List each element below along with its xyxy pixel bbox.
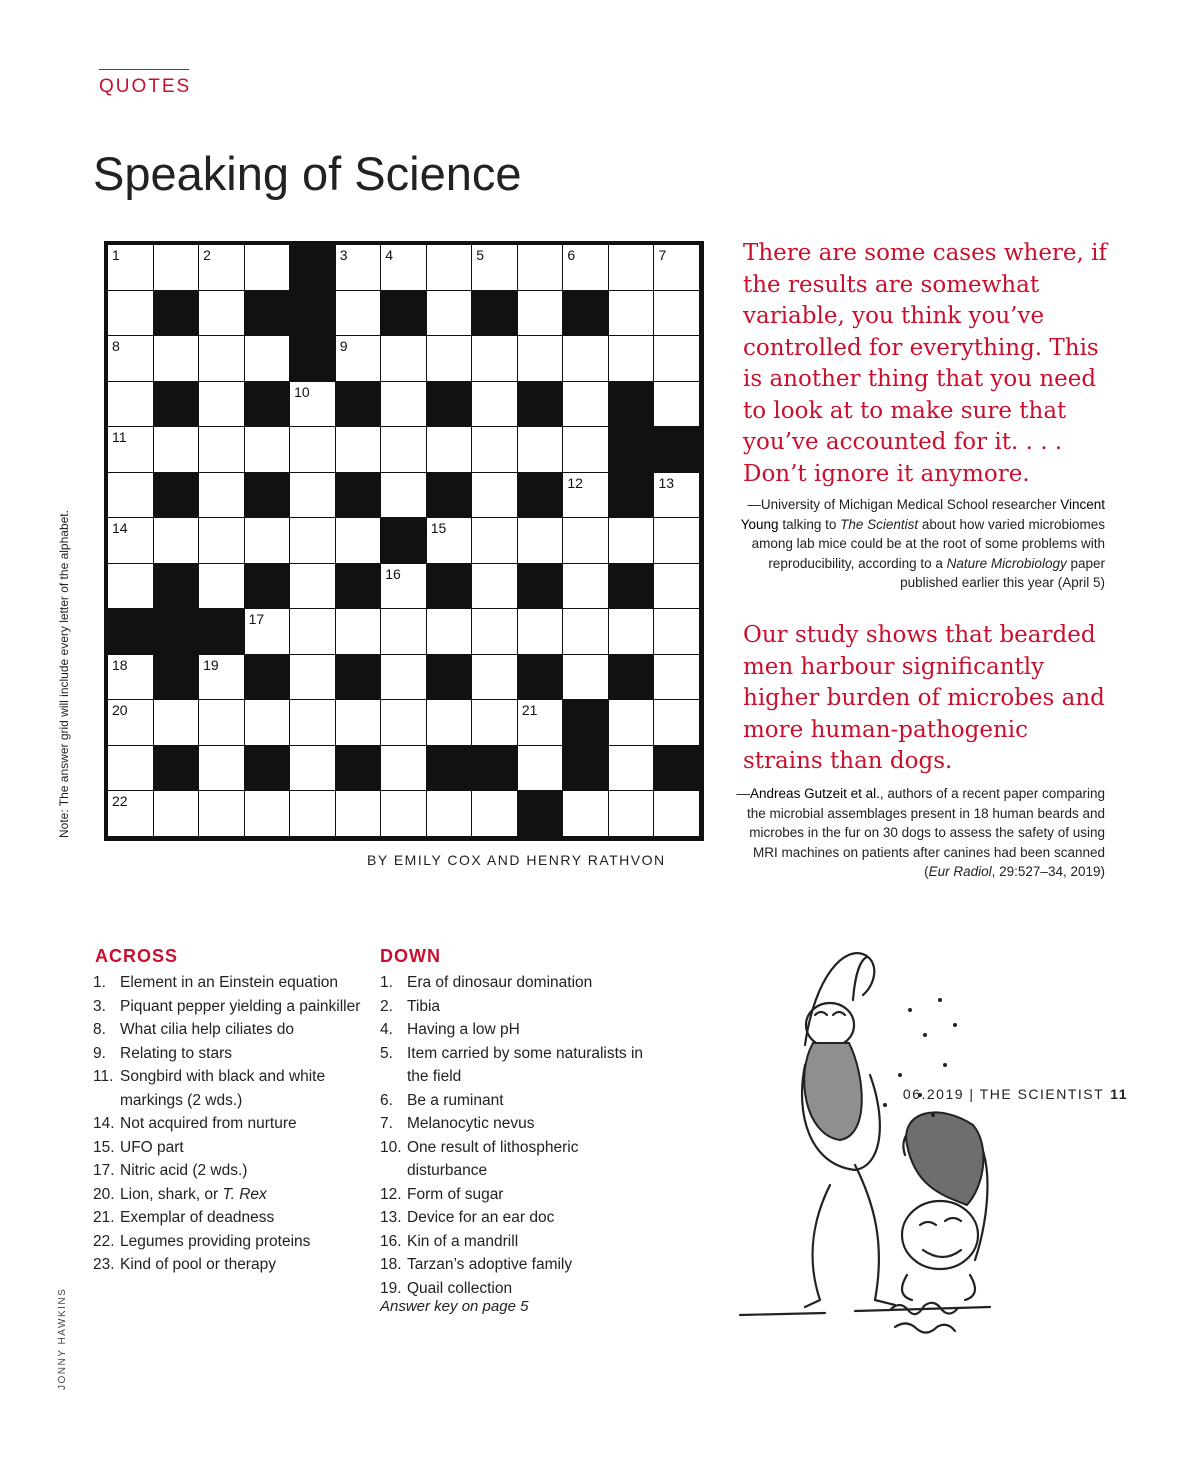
grid-block <box>609 427 655 473</box>
grid-cell[interactable] <box>472 564 518 610</box>
grid-cell[interactable] <box>154 427 200 473</box>
down-heading: DOWN <box>380 946 441 966</box>
grid-block <box>427 655 473 701</box>
grid-block <box>472 746 518 792</box>
grid-cell[interactable] <box>381 382 427 428</box>
journal-name: Nature Microbiology <box>946 555 1067 571</box>
clue-number: 10 <box>294 383 310 400</box>
clue-number: 17 <box>248 611 265 628</box>
clue-text: Nitric acid (2 wds.) <box>120 1162 248 1179</box>
clue-number: 23. <box>93 1256 115 1273</box>
grid-cell[interactable] <box>108 245 154 291</box>
grid-block <box>609 382 655 428</box>
clue-number: 5 <box>476 247 485 263</box>
grid-block <box>518 382 564 428</box>
grid-cell[interactable] <box>154 336 200 382</box>
clue-number: 23 <box>521 793 538 810</box>
section-label: QUOTES <box>99 76 192 97</box>
down-clues <box>380 971 650 1300</box>
pull-quote-1: There are some cases where, if the results are somewhat variable, you think you’ve controlled for everything. This is another thing that you need to look at to make sure that you’ve accounted for it. . . . Don’t ignore it anymore. <box>743 240 1108 487</box>
grid-block <box>427 473 473 519</box>
grid-cell[interactable] <box>381 473 427 519</box>
grid-cell[interactable] <box>245 336 291 382</box>
grid-cell[interactable] <box>108 518 154 564</box>
clue-text: Item carried by some naturalists in the field <box>407 1044 644 1085</box>
down-clue <box>380 1277 650 1301</box>
down-clue <box>380 1206 650 1230</box>
clue-number: 1 <box>112 247 120 263</box>
grid-block <box>518 655 564 701</box>
grid-block <box>609 564 655 610</box>
grid-block <box>290 245 336 291</box>
grid-cell[interactable] <box>381 655 427 701</box>
clue-number: 14 <box>112 520 128 537</box>
grid-cell[interactable] <box>290 473 336 519</box>
clue-number: 8. <box>93 1021 106 1038</box>
grid-cell[interactable] <box>290 382 336 428</box>
down-clue <box>380 1136 650 1183</box>
grid-cell[interactable] <box>381 791 427 837</box>
grid-block <box>427 746 473 792</box>
grid-cell[interactable] <box>108 746 154 792</box>
clue-text: Kind of pool or therapy <box>120 1256 276 1273</box>
grid-cell[interactable] <box>654 245 700 291</box>
across-clue <box>93 995 363 1019</box>
grid-cell[interactable] <box>290 609 336 655</box>
grid-cell[interactable] <box>609 291 655 337</box>
clue-number: 2. <box>380 997 393 1015</box>
grid-cell[interactable] <box>563 382 609 428</box>
grid-cell[interactable] <box>199 427 245 473</box>
grid-cell[interactable] <box>381 609 427 655</box>
grid-cell[interactable] <box>336 609 382 655</box>
grid-block <box>654 746 700 792</box>
grid-cell[interactable] <box>518 700 564 746</box>
grid-block <box>154 609 200 655</box>
grid-block <box>472 291 518 337</box>
grid-cell[interactable] <box>336 336 382 382</box>
grid-note: Note: The answer grid will include every letter of the alphabet. <box>57 510 71 838</box>
grid-cell[interactable] <box>518 427 564 473</box>
clue-number: 7 <box>658 247 667 263</box>
grid-cell[interactable] <box>381 746 427 792</box>
grid-cell[interactable] <box>518 609 564 655</box>
grid-cell[interactable] <box>472 791 518 837</box>
byline: BY EMILY COX AND HENRY RATHVON <box>367 852 666 868</box>
clue-text: Quail collection <box>407 1279 513 1297</box>
grid-cell[interactable] <box>290 746 336 792</box>
clue-number: 21 <box>521 702 538 719</box>
grid-cell[interactable] <box>472 245 518 291</box>
crossword-grid[interactable] <box>104 241 704 841</box>
grid-cell[interactable] <box>290 791 336 837</box>
clue-number: 22 <box>112 793 128 810</box>
grid-cell[interactable] <box>518 336 564 382</box>
grid-cell[interactable] <box>199 382 245 428</box>
grid-block <box>427 564 473 610</box>
clue-text: UFO part <box>120 1138 184 1156</box>
grid-cell[interactable] <box>245 700 291 746</box>
grid-cell[interactable] <box>154 245 200 291</box>
grid-cell[interactable] <box>199 655 245 701</box>
grid-cell[interactable] <box>108 473 154 519</box>
grid-block <box>245 746 291 792</box>
grid-cell[interactable] <box>518 746 564 792</box>
grid-cell[interactable] <box>654 336 700 382</box>
clue-text: Lion, shark, or <box>120 1185 223 1203</box>
grid-block <box>336 382 382 428</box>
grid-cell[interactable] <box>472 518 518 564</box>
grid-block <box>154 473 200 519</box>
across-clue <box>93 1065 363 1112</box>
grid-cell[interactable] <box>108 700 154 746</box>
grid-cell[interactable] <box>336 427 382 473</box>
across-clue <box>93 1159 363 1183</box>
clue-number: 16. <box>380 1232 402 1250</box>
clue-text: Relating to stars <box>120 1044 232 1062</box>
clue-number: 22. <box>93 1232 115 1250</box>
grid-cell[interactable] <box>108 564 154 610</box>
grid-cell[interactable] <box>427 245 473 291</box>
grid-cell[interactable] <box>199 245 245 291</box>
grid-cell[interactable] <box>427 609 473 655</box>
clue-number: 20 <box>112 702 128 719</box>
clue-number: 19. <box>380 1279 402 1297</box>
clue-number: 5. <box>380 1044 393 1062</box>
grid-cell[interactable] <box>654 791 700 837</box>
grid-cell[interactable] <box>245 609 291 655</box>
grid-cell[interactable] <box>563 518 609 564</box>
grid-cell[interactable] <box>108 427 154 473</box>
clue-number: 6. <box>380 1091 393 1109</box>
clue-text: Tarzan’s adoptive family <box>407 1256 573 1273</box>
grid-block <box>199 609 245 655</box>
grid-cell[interactable] <box>609 700 655 746</box>
clue-number: 12 <box>567 474 583 491</box>
publication-name: The Scientist <box>840 516 919 532</box>
clue-number: 12. <box>380 1185 402 1203</box>
grid-block <box>563 700 609 746</box>
clue-italic: T. Rex <box>222 1185 267 1203</box>
clue-number: 18 <box>112 656 128 673</box>
grid-cell[interactable] <box>199 336 245 382</box>
grid-block <box>108 609 154 655</box>
clue-text: Kin of a mandrill <box>407 1232 519 1250</box>
grid-cell[interactable] <box>427 336 473 382</box>
grid-block <box>154 382 200 428</box>
clue-text: What cilia help ciliates do <box>120 1021 295 1038</box>
clue-number: 21. <box>93 1209 115 1226</box>
clue-text: Melanocytic nevus <box>407 1115 535 1132</box>
across-clue <box>93 1206 363 1230</box>
grid-cell[interactable] <box>563 245 609 291</box>
grid-cell[interactable] <box>108 336 154 382</box>
clue-number: 15 <box>430 520 447 537</box>
grid-block <box>290 336 336 382</box>
grid-cell[interactable] <box>336 518 382 564</box>
across-clue <box>93 1112 363 1136</box>
grid-block <box>290 291 336 337</box>
clue-text: Legumes providing proteins <box>120 1232 311 1250</box>
grid-block <box>427 382 473 428</box>
grid-block <box>245 291 291 337</box>
grid-block <box>609 473 655 519</box>
clue-number: 14. <box>93 1115 115 1132</box>
clue-number: 2 <box>203 247 211 263</box>
grid-block <box>245 382 291 428</box>
grid-cell[interactable] <box>427 791 473 837</box>
answer-key-note: Answer key on page 5 <box>380 1298 529 1315</box>
clue-number: 4 <box>385 247 394 263</box>
clue-number: 3. <box>93 997 106 1015</box>
grid-cell[interactable] <box>199 791 245 837</box>
grid-block <box>154 564 200 610</box>
grid-cell[interactable] <box>654 609 700 655</box>
clue-text: Element in an Einstein equation <box>120 974 339 991</box>
grid-cell[interactable] <box>518 245 564 291</box>
grid-cell[interactable] <box>336 791 382 837</box>
page-footer <box>903 1086 1128 1102</box>
quote-1-author: Vincent Young <box>740 497 1105 532</box>
clue-number: 17. <box>93 1162 115 1179</box>
grid-cell[interactable] <box>245 518 291 564</box>
clue-text: Exemplar of deadness <box>120 1209 275 1226</box>
grid-cell[interactable] <box>427 518 473 564</box>
pull-quote-2: Our study shows that bearded men harbour significantly higher burden of microbes and more human-pathogenic strains than dogs. <box>743 622 1105 774</box>
grid-cell[interactable] <box>654 564 700 610</box>
grid-cell[interactable] <box>609 609 655 655</box>
clue-number: 4. <box>380 1021 393 1038</box>
clue-number: 9 <box>339 338 348 355</box>
down-clue <box>380 1183 650 1207</box>
clue-text: Not acquired from nurture <box>120 1115 297 1132</box>
grid-cell[interactable] <box>290 518 336 564</box>
clue-number: 3 <box>339 247 348 263</box>
clue-number: 13 <box>658 474 675 491</box>
grid-block <box>336 564 382 610</box>
grid-cell[interactable] <box>654 473 700 519</box>
grid-cell[interactable] <box>654 382 700 428</box>
grid-cell[interactable] <box>108 791 154 837</box>
clue-text: Tibia <box>407 997 441 1015</box>
clue-text: Form of sugar <box>407 1185 504 1203</box>
section-rule <box>99 69 189 70</box>
grid-block <box>336 655 382 701</box>
clue-number: 16 <box>385 565 401 582</box>
grid-cell[interactable] <box>427 700 473 746</box>
grid-cell[interactable] <box>609 336 655 382</box>
grid-block <box>336 473 382 519</box>
clue-number: 9. <box>93 1044 106 1062</box>
clue-number: 20. <box>93 1185 115 1203</box>
grid-cell[interactable] <box>245 427 291 473</box>
grid-block <box>245 473 291 519</box>
grid-cell[interactable] <box>609 245 655 291</box>
grid-cell[interactable] <box>563 336 609 382</box>
grid-cell[interactable] <box>199 700 245 746</box>
grid-cell[interactable] <box>199 746 245 792</box>
across-clue <box>93 1042 363 1066</box>
grid-block <box>381 518 427 564</box>
issue-label: 06.2019 | THE SCIENTIST <box>902 1086 1105 1102</box>
across-clue <box>93 971 363 995</box>
grid-cell[interactable] <box>427 291 473 337</box>
clue-text: One result of lithospheric disturbance <box>407 1138 579 1179</box>
grid-block <box>518 564 564 610</box>
grid-cell[interactable] <box>609 791 655 837</box>
grid-cell[interactable] <box>381 700 427 746</box>
clue-number: 19 <box>203 656 219 673</box>
grid-cell[interactable] <box>245 245 291 291</box>
grid-cell[interactable] <box>472 427 518 473</box>
grid-cell[interactable] <box>381 336 427 382</box>
grid-cell[interactable] <box>563 427 609 473</box>
grid-block <box>381 291 427 337</box>
grid-cell[interactable] <box>472 382 518 428</box>
grid-cell[interactable] <box>336 291 382 337</box>
clue-text: Piquant pepper yielding a painkiller <box>120 997 361 1015</box>
grid-cell[interactable] <box>199 518 245 564</box>
grid-cell[interactable] <box>472 700 518 746</box>
grid-cell[interactable] <box>563 609 609 655</box>
grid-cell[interactable] <box>199 473 245 519</box>
grid-block <box>609 655 655 701</box>
across-clue <box>93 1018 363 1042</box>
down-clue <box>380 1089 650 1113</box>
grid-cell[interactable] <box>245 791 291 837</box>
down-clue <box>380 1018 650 1042</box>
grid-cell[interactable] <box>199 291 245 337</box>
grid-cell[interactable] <box>563 564 609 610</box>
clue-number: 15. <box>93 1138 115 1156</box>
grid-cell[interactable] <box>108 382 154 428</box>
grid-cell[interactable] <box>290 655 336 701</box>
grid-block <box>654 427 700 473</box>
grid-block <box>563 291 609 337</box>
grid-cell[interactable] <box>108 655 154 701</box>
grid-cell[interactable] <box>654 655 700 701</box>
grid-cell[interactable] <box>563 655 609 701</box>
grid-cell[interactable] <box>654 518 700 564</box>
clue-number: 1. <box>380 974 393 991</box>
across-clue <box>93 1183 363 1207</box>
grid-block <box>518 473 564 519</box>
grid-block <box>154 746 200 792</box>
grid-cell[interactable] <box>609 518 655 564</box>
clue-number: 11. <box>93 1068 114 1085</box>
grid-cell[interactable] <box>290 564 336 610</box>
grid-cell[interactable] <box>154 518 200 564</box>
grid-block <box>154 655 200 701</box>
clue-text: Be a ruminant <box>407 1091 504 1109</box>
across-clue <box>93 1136 363 1160</box>
grid-cell[interactable] <box>381 245 427 291</box>
grid-cell[interactable] <box>472 336 518 382</box>
clue-number: 1. <box>93 974 106 991</box>
clue-number: 6 <box>567 247 576 263</box>
grid-block <box>154 291 200 337</box>
grid-cell[interactable] <box>472 473 518 519</box>
down-clue <box>380 995 650 1019</box>
clue-number: 11 <box>112 429 127 446</box>
grid-cell[interactable] <box>518 291 564 337</box>
cartoon-bearded-man-and-dog <box>735 915 995 1375</box>
grid-cell[interactable] <box>336 700 382 746</box>
quote-1-attribution: —University of Michigan Medical School researcher Vincent Young talking to The Scientist about how varied microbiomes among lab mice could be at the root of some problems with reproducibility, according to a Nature Microbiology paper published earlier this year (April 5) <box>740 497 1105 591</box>
down-clue <box>380 971 650 995</box>
grid-block <box>518 791 564 837</box>
grid-block <box>336 746 382 792</box>
grid-cell[interactable] <box>654 291 700 337</box>
clue-number: 18. <box>380 1256 402 1273</box>
clue-text: Songbird with black and white markings (2 wds.) <box>120 1068 326 1109</box>
clue-number: 10. <box>380 1138 402 1156</box>
down-clue <box>380 1253 650 1277</box>
grid-cell[interactable] <box>518 518 564 564</box>
grid-cell[interactable] <box>472 609 518 655</box>
clue-text: Era of dinosaur domination <box>407 974 593 991</box>
grid-cell[interactable] <box>654 700 700 746</box>
grid-cell[interactable] <box>381 564 427 610</box>
page-number: 11 <box>1110 1086 1128 1102</box>
grid-cell[interactable] <box>154 791 200 837</box>
across-clue <box>93 1230 363 1254</box>
clue-text: Device for an ear doc <box>407 1209 555 1226</box>
down-clue <box>380 1230 650 1254</box>
down-clue <box>380 1042 650 1089</box>
clue-number: 8 <box>112 338 120 355</box>
grid-cell[interactable] <box>290 427 336 473</box>
grid-cell[interactable] <box>108 291 154 337</box>
grid-cell[interactable] <box>472 655 518 701</box>
grid-cell[interactable] <box>154 700 200 746</box>
clue-number: 13. <box>380 1209 402 1226</box>
grid-cell[interactable] <box>199 564 245 610</box>
down-clue <box>380 1112 650 1136</box>
grid-cell[interactable] <box>336 245 382 291</box>
grid-cell[interactable] <box>427 427 473 473</box>
quote-2-author: Andreas Gutzeit et al. <box>750 786 880 801</box>
grid-cell[interactable] <box>609 746 655 792</box>
across-heading: ACROSS <box>95 946 179 966</box>
journal-name: Eur Radiol <box>928 864 992 880</box>
clue-number: 7. <box>380 1115 393 1132</box>
grid-cell[interactable] <box>563 791 609 837</box>
grid-block <box>245 655 291 701</box>
across-clues <box>93 971 363 1277</box>
across-clue <box>93 1253 363 1277</box>
grid-cell[interactable] <box>381 427 427 473</box>
illustrator-credit: JONNY HAWKINS <box>57 1287 68 1390</box>
quote-2-attribution: —Andreas Gutzeit et al., authors of a recent paper comparing the microbial assemblages present in 18 human beards and microbes in the fur on 30 dogs to assess the safety of using MRI machines on patients after canines had been scanned (Eur Radiol, 29:527–34, 2019) <box>736 786 1105 880</box>
grid-cell[interactable] <box>563 473 609 519</box>
grid-block <box>563 746 609 792</box>
grid-block <box>245 564 291 610</box>
grid-cell[interactable] <box>290 700 336 746</box>
page-title: Speaking of Science <box>93 147 522 200</box>
clue-text: Having a low pH <box>407 1021 520 1038</box>
